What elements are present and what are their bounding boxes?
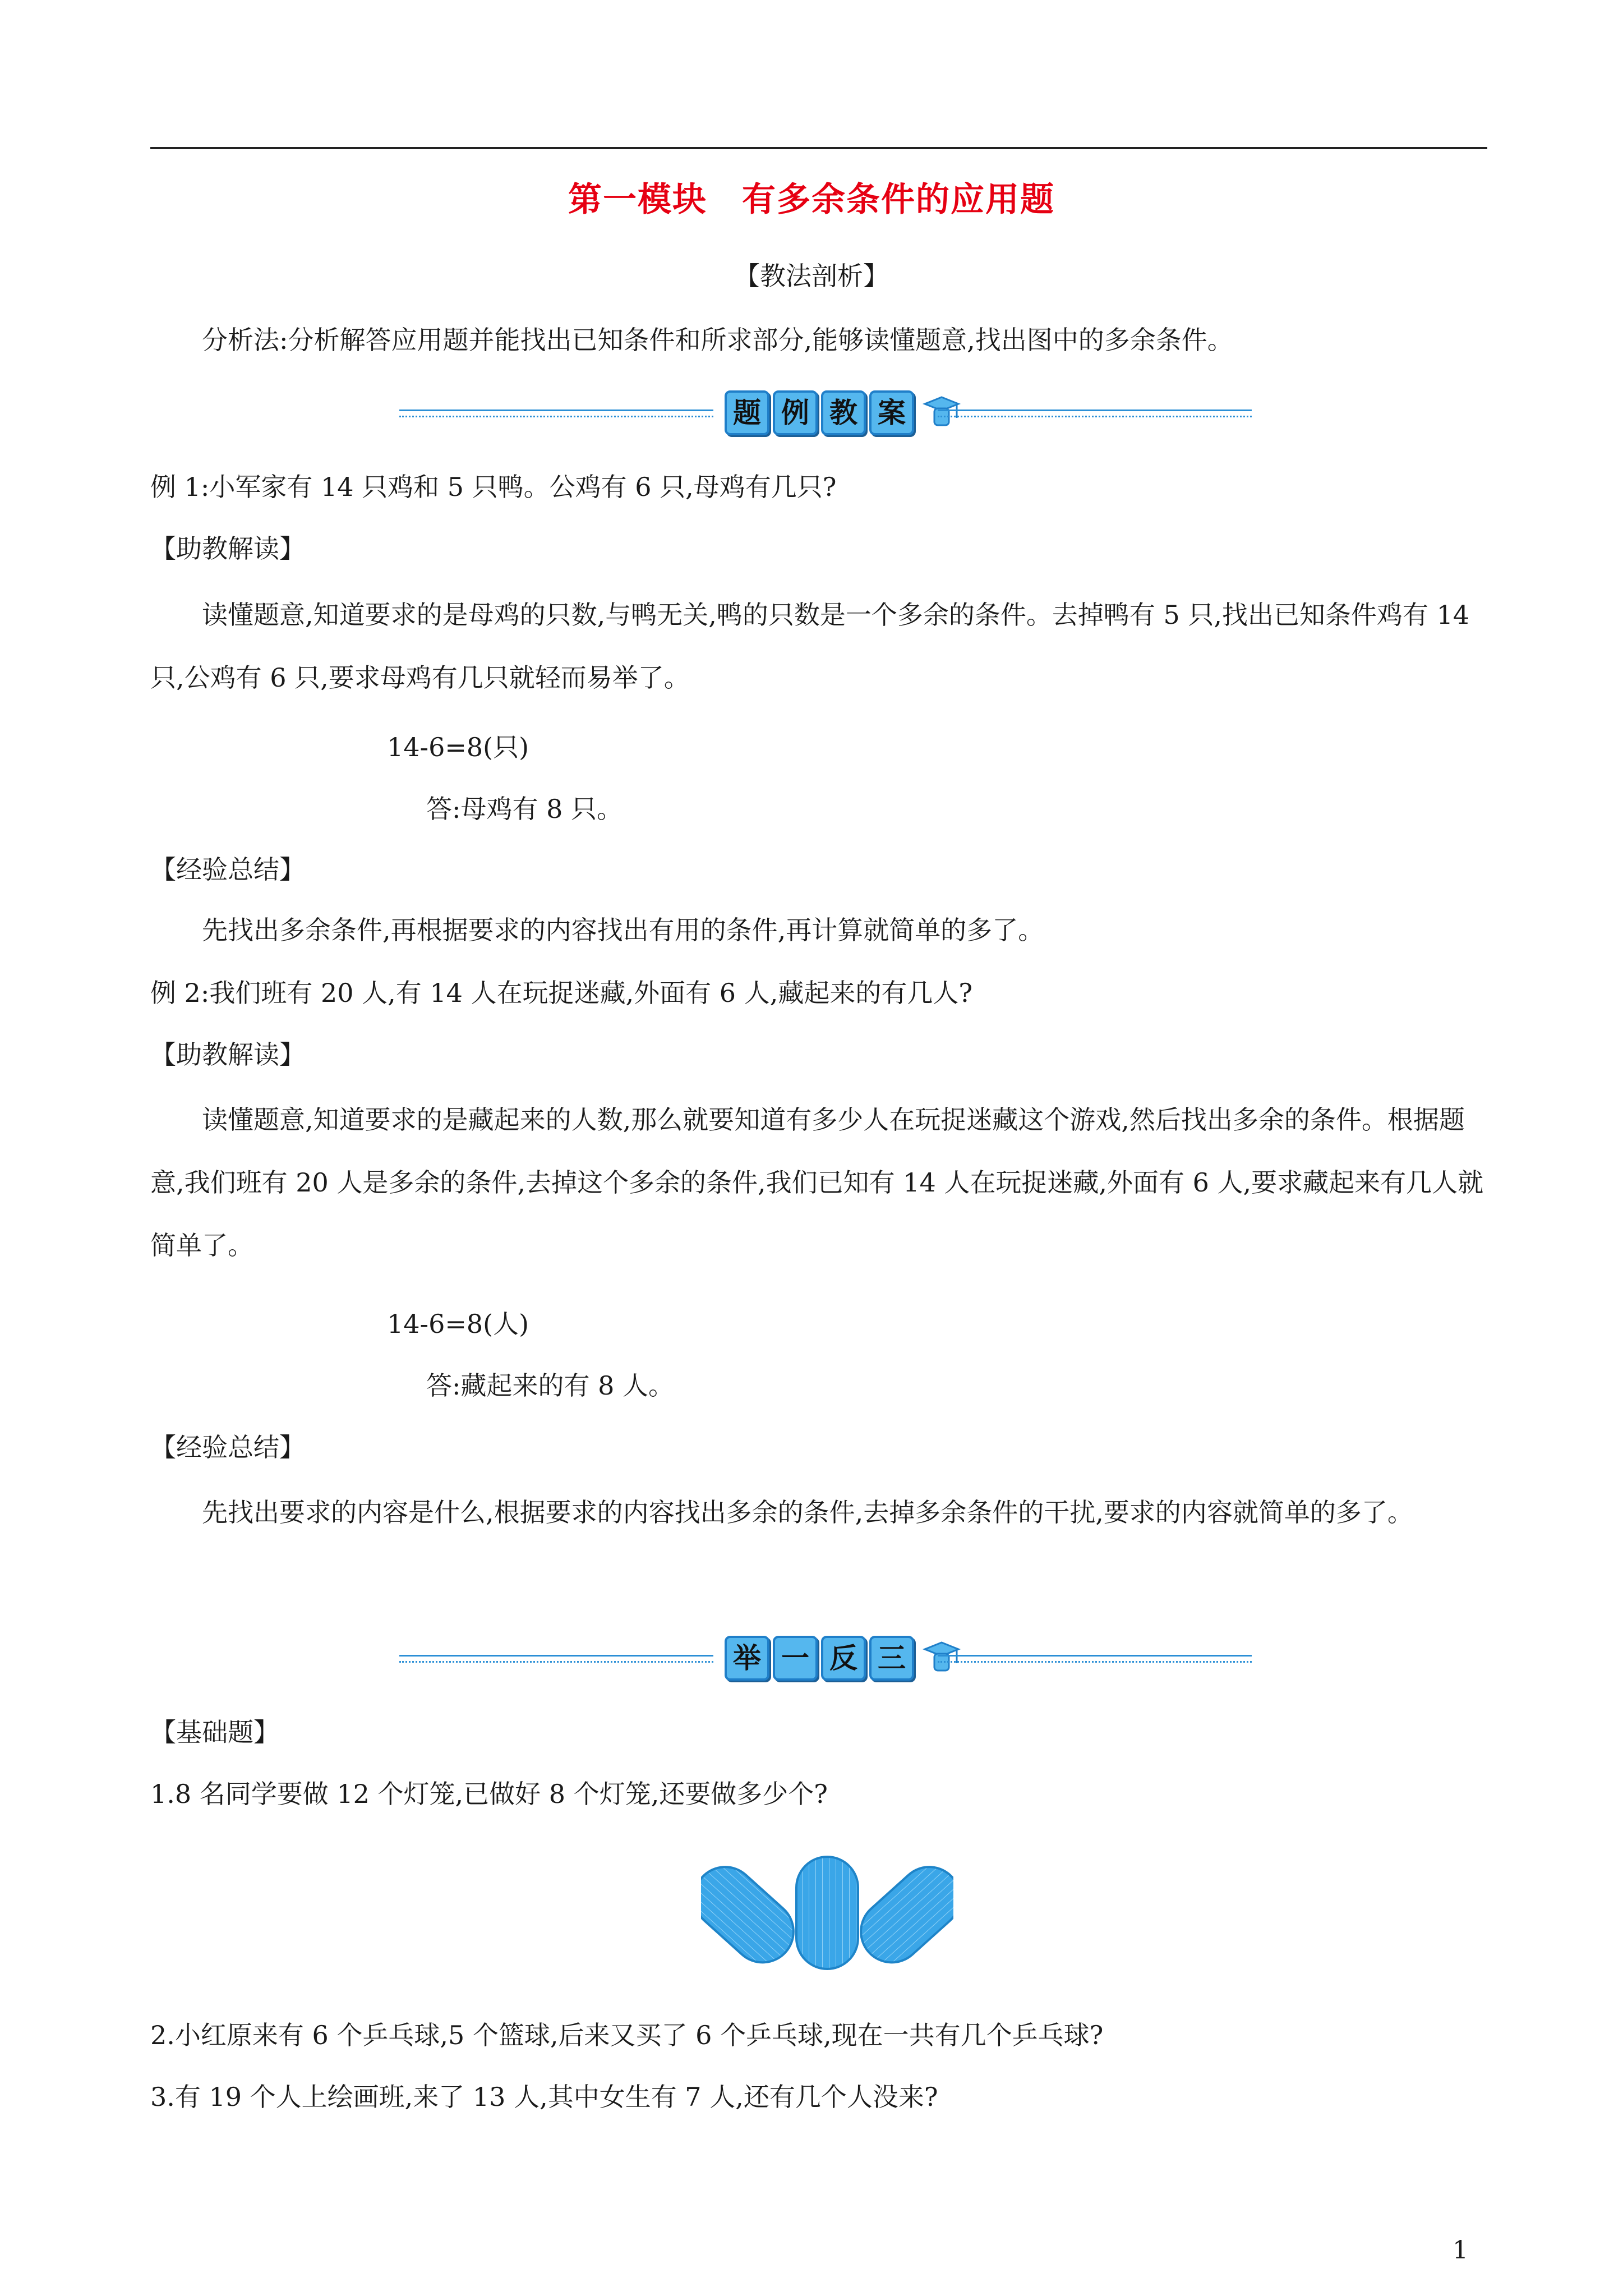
example-1-answer: 答:母鸡有 8 只。 [426,794,623,824]
banner-tile: 案 [869,390,914,435]
question-2: 2.小红原来有 6 个乒乓球,5 个篮球,后来又买了 6 个乒乓球,现在一共有几个乒乓球? [150,2020,1104,2050]
example-1-summary-heading: 【经验总结】 [150,854,305,885]
banner-tile: 例 [773,390,818,435]
example-1-help-text: 读懂题意,知道要求的是母鸡的只数,与鸭无关,鸭的只数是一个多余的条件。去掉鸭有 5 只,找出已知条件鸡有 14 只,公鸡有 6 只,要求母鸡有几只就轻而易举了。 [150,600,1470,693]
example-1-help-heading: 【助教解读】 [150,533,305,564]
example-2-question: 例 2:我们班有 20 人,有 14 人在玩捉迷藏,外面有 6 人,藏起来的有几人? [150,978,972,1008]
example-2-answer: 答:藏起来的有 8 人。 [426,1370,675,1401]
example-2-help-heading: 【助教解读】 [150,1039,305,1070]
page-number: 1 [1453,2236,1468,2265]
example-2-summary-heading: 【经验总结】 [150,1432,305,1462]
banner-tile: 反 [821,1636,866,1681]
banner-tile: 三 [869,1636,914,1681]
question-1: 1.8 名同学要做 12 个灯笼,已做好 8 个灯笼,还要做多少个? [150,1779,828,1809]
basic-heading: 【基础题】 [150,1717,279,1747]
example-2-summary-text: 先找出要求的内容是什么,根据要求的内容找出多余的条件,去掉多余条件的干扰,要求的内容就简单的多了。 [202,1497,1413,1527]
banner-practice [399,1632,1252,1686]
lanterns-illustration [701,1851,953,1980]
banner-example-lessons [399,387,1252,441]
method-heading: 【教法剖析】 [734,261,889,291]
question-3: 3.有 19 个人上绘画班,来了 13 人,其中女生有 7 人,还有几个人没来? [150,2082,938,2112]
method-text: 分析法:分析解答应用题并能找出已知条件和所求部分,能够读懂题意,找出图中的多余条件。 [202,325,1233,355]
header-rule [150,147,1487,149]
banner-tile: 举 [725,1636,769,1681]
example-1-summary-text: 先找出多余条件,再根据要求的内容找出有用的条件,再计算就简单的多了。 [202,915,1044,945]
banner-tile: 教 [821,390,866,435]
example-2-formula: 14-6=8(人) [387,1309,529,1339]
example-1-question: 例 1:小军家有 14 只鸡和 5 只鸭。公鸡有 6 只,母鸡有几只? [150,472,837,502]
banner-tile: 题 [725,390,769,435]
page-title: 第一模块 有多余条件的应用题 [568,180,1055,219]
banner-tile: 一 [773,1636,818,1681]
example-2-help-text: 读懂题意,知道要求的是藏起来的人数,那么就要知道有多少人在玩捉迷藏这个游戏,然后找出多余的条件。根据题意,我们班有 20 人是多余的条件,去掉这个多余的条件,我们已知有 14 人在玩捉迷藏,外面有 6 人,要求藏起来有几人就简单了。 [150,1105,1484,1260]
example-1-formula: 14-6=8(只) [387,732,529,762]
